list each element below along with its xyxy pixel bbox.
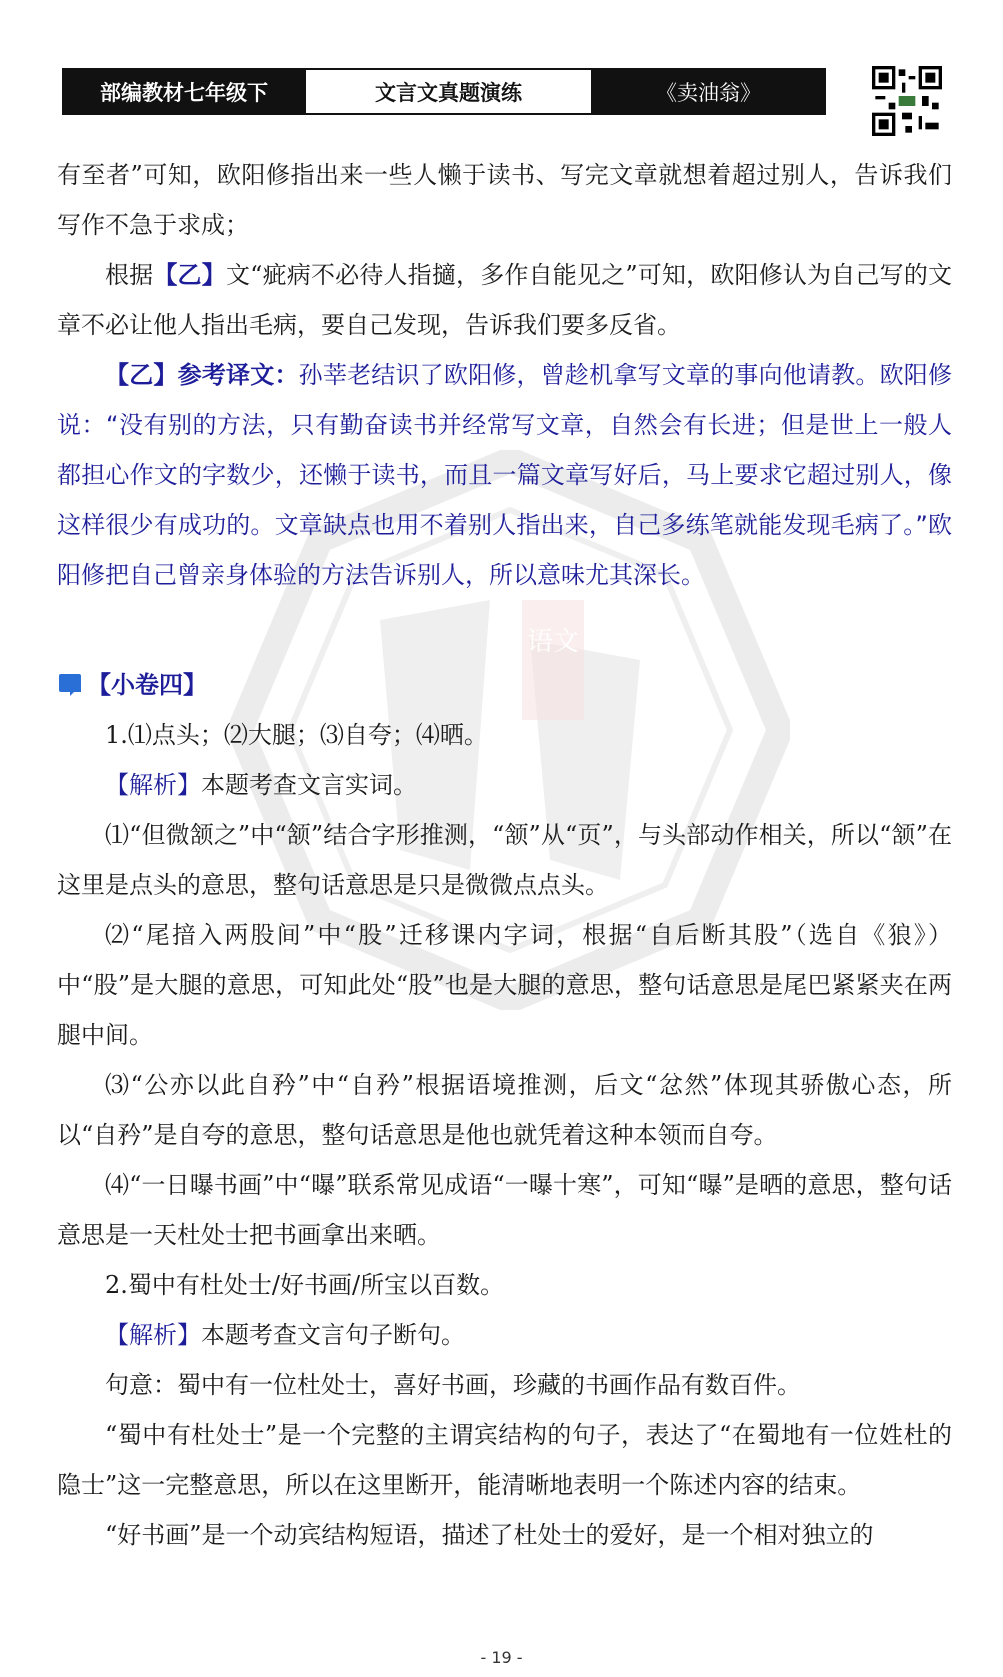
explanation-a: “蜀中有杜处士”是一个完整的主谓宾结构的句子，表达了“在蜀地有一位姓杜的隐士”这一完整意思，所以在这里断开，能清晰地表明一个陈述内容的结束。	[57, 1421, 952, 1499]
yi-tag: 【乙】	[153, 260, 226, 289]
item-1: ⑴“但微颔之”中“颔”结合字形推测，“颔”从“页”，与头部动作相关，所以“颔”在这里是点头的意思，整句话意思是只是微微点点头。	[57, 821, 952, 899]
answer-2: 2.蜀中有杜处士/好书画/所宝以百数。	[105, 1271, 505, 1299]
document-body	[57, 150, 952, 1560]
header-lesson: 《卖油翁》	[593, 70, 824, 113]
analysis-label: 【解析】	[105, 1321, 201, 1349]
translation-paragraph	[57, 350, 952, 600]
item-4: ⑷“一日曝书画”中“曝”联系常见成语“一曝十寒”，可知“曝”是晒的意思，整句话意思是一天杜处士把书画拿出来晒。	[57, 1171, 952, 1249]
analysis-label: 【解析】	[105, 771, 201, 799]
paragraph-yi-analysis: 根据【乙】文“疵病不必待人指擿，多作自能见之”可知，欧阳修认为自己写的文章不必让他人指出毛病，要自己发现，告诉我们要多反省。	[57, 260, 953, 339]
qr-code[interactable]	[872, 66, 942, 136]
bookmark-flag-icon	[57, 672, 83, 698]
item-2: ⑵“尾揞入两股间”中“股”迁移课内字词，根据“自后断其股”（选自《狼》）中“股”是大腿的意思，可知此处“股”也是大腿的意思，整句话意思是尾巴紧紧夹在两腿中间。	[57, 921, 952, 1049]
sentence-meaning: 句意：蜀中有一位杜处士，喜好书画，珍藏的书画作品有数百件。	[105, 1371, 801, 1399]
item-3: ⑶“公亦以此自矜”中“自矜”根据语境推测，后文“忿然”体现其骄傲心态，所以“自矜”是自夸的意思，整句话意思是他也就凭着这种本领而自夸。	[57, 1071, 952, 1149]
paragraph-continued: 有至者”可知，欧阳修指出来一些人懒于读书、写完文章就想着超过别人，告诉我们写作不急于求成；	[57, 161, 952, 239]
section-heading	[57, 660, 952, 710]
watermark-seal-text: 语文	[526, 627, 580, 657]
header-practice: 文言文真题演练	[304, 70, 593, 113]
translation-label: 【乙】参考译文：	[105, 361, 299, 389]
page-number: - 19 -	[480, 1648, 523, 1667]
answer-1: 1.⑴点头；⑵大腿；⑶自夸；⑷晒。	[105, 721, 488, 749]
header-bar	[62, 68, 826, 115]
explanation-b: “好书画”是一个动宾结构短语，描述了杜处士的爱好，是一个相对独立的	[105, 1521, 874, 1549]
header-grade: 部编教材七年级下	[64, 70, 304, 113]
section-title: 【小卷四】	[87, 671, 207, 699]
translation-text: 孙莘老结识了欧阳修，曾趁机拿写文章的事向他请教。欧阳修说：“没有别的方法，只有勤奋读书并经常写文章，自然会有长进；但是世上一般人都担心作文的字数少，还懒于读书，而且一篇文章写好后，马上要求它超过别人，像这样很少有成功的。文章缺点也用不着别人指出来，自己多练笔就能发现毛病了。”欧阳修把自己曾亲身体验的方法告诉别人，所以意味尤其深长。	[57, 361, 953, 589]
analysis-1: 【解析】本题考查文言实词。	[105, 771, 417, 799]
analysis-2: 【解析】本题考查文言句子断句。	[105, 1321, 465, 1349]
